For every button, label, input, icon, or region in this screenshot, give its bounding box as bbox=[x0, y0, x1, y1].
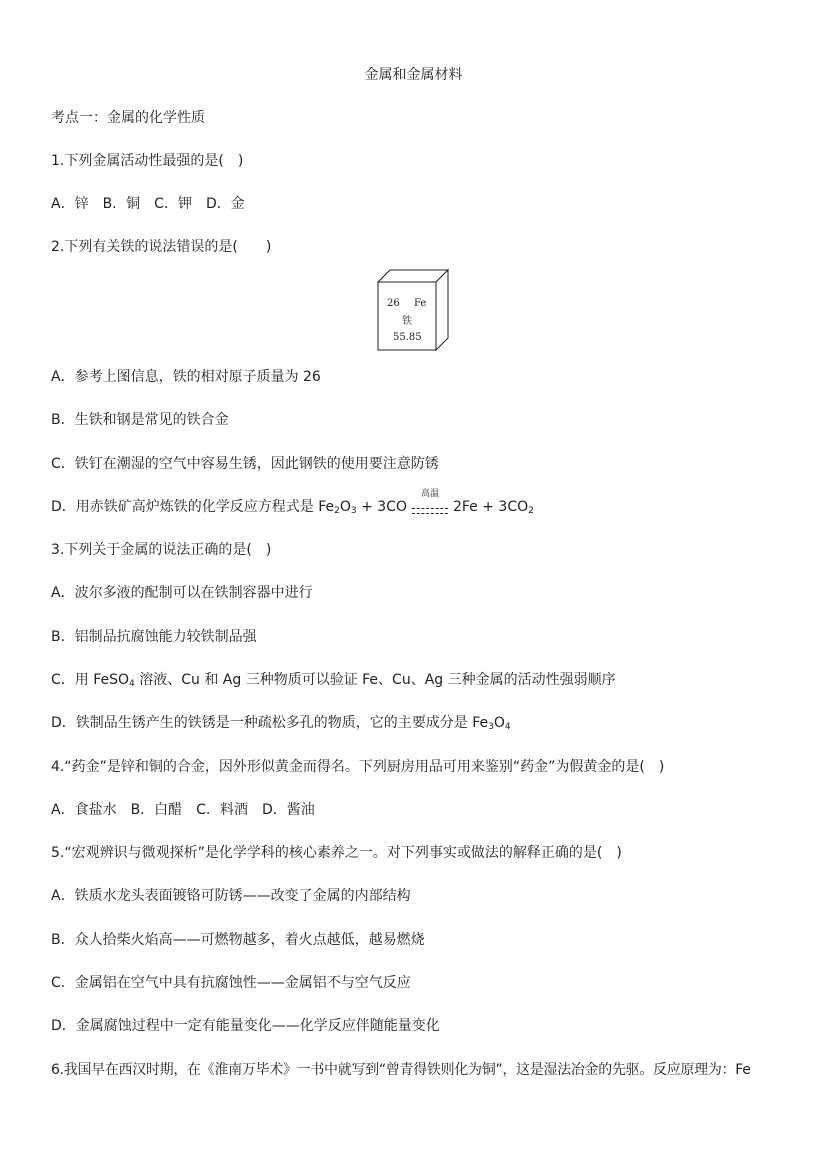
question-2-option-b: B．生铁和钢是常见的铁合金 bbox=[51, 412, 229, 428]
reaction-condition-text: 高温 bbox=[420, 489, 439, 499]
question-1-options: A．锌 B．铜 C．钾 D．金 bbox=[51, 196, 245, 212]
question-6-stem: 6.我国早在西汉时期，在《淮南万毕术》一书中就写到“曾青得铁则化为铜”，这是湿法冶金的先驱。反应原理为：Fe bbox=[51, 1062, 751, 1078]
element-name: 铁 bbox=[402, 316, 412, 327]
question-3-stem: 3.下列关于金属的说法正确的是( ) bbox=[51, 542, 272, 558]
question-5-stem: 5.“宏观辨识与微观探析”是化学学科的核心素养之一。对下列事实或做法的解释正确的是( ) bbox=[51, 845, 622, 861]
element-symbol: Fe bbox=[414, 298, 427, 309]
document-title: 金属和金属材料 bbox=[364, 67, 463, 83]
question-2-option-a: A．参考上图信息，铁的相对原子质量为 26 bbox=[51, 369, 321, 385]
question-5-option-d: D．金属腐蚀过程中一定有能量变化——化学反应伴随能量变化 bbox=[51, 1018, 440, 1034]
element-atomic-number: 26 bbox=[387, 298, 400, 309]
question-4-options: A．食盐水 B．白醋 C．料酒 D．酱油 bbox=[51, 802, 315, 818]
question-5-option-c: C．金属铝在空气中具有抗腐蚀性——金属铝不与空气反应 bbox=[51, 975, 411, 991]
element-atomic-mass: 55.85 bbox=[393, 332, 422, 343]
question-3-option-c: C．用 FeSO$_4$ 溶液、Cu 和 Ag 三种物质可以验证 Fe、Cu、Ag 三种金属的活动性强弱顺序 bbox=[51, 672, 616, 689]
iron-element-card bbox=[376, 268, 450, 352]
question-5-option-b: B．众人拾柴火焰高——可燃物越多，着火点越低，越易燃烧 bbox=[51, 932, 425, 948]
question-3-option-d: D．铁制品生锈产生的铁锈是一种疏松多孔的物质，它的主要成分是 $Fe_3O_4$ bbox=[51, 715, 511, 732]
reaction-condition-sign bbox=[411, 489, 449, 516]
question-2-stem: 2.下列有关铁的说法错误的是( ) bbox=[51, 239, 272, 255]
question-2-option-d: D．用赤铁矿高炉炼铁的化学反应方程式是 $Fe_2O_3 + 3CO$ 高温 $2Fe + 3CO_2$ bbox=[51, 489, 534, 516]
question-4-stem: 4.“药金”是锌和铜的合金，因外形似黄金而得名。下列厨房用品可用来鉴别“药金”为假黄金的是( ) bbox=[51, 759, 665, 775]
question-5-option-a: A．铁质水龙头表面镀铬可防锈——改变了金属的内部结构 bbox=[51, 888, 411, 904]
question-2-option-c: C．铁钉在潮湿的空气中容易生锈，因此钢铁的使用要注意防锈 bbox=[51, 456, 439, 472]
question-3-option-b: B．铝制品抗腐蚀能力较铁制品强 bbox=[51, 629, 257, 645]
question-3-option-a: A．波尔多液的配制可以在铁制容器中进行 bbox=[51, 585, 313, 601]
question-1-stem: 1.下列金属活动性最强的是( ) bbox=[51, 153, 244, 169]
section-heading: 考点一：金属的化学性质 bbox=[51, 110, 205, 126]
